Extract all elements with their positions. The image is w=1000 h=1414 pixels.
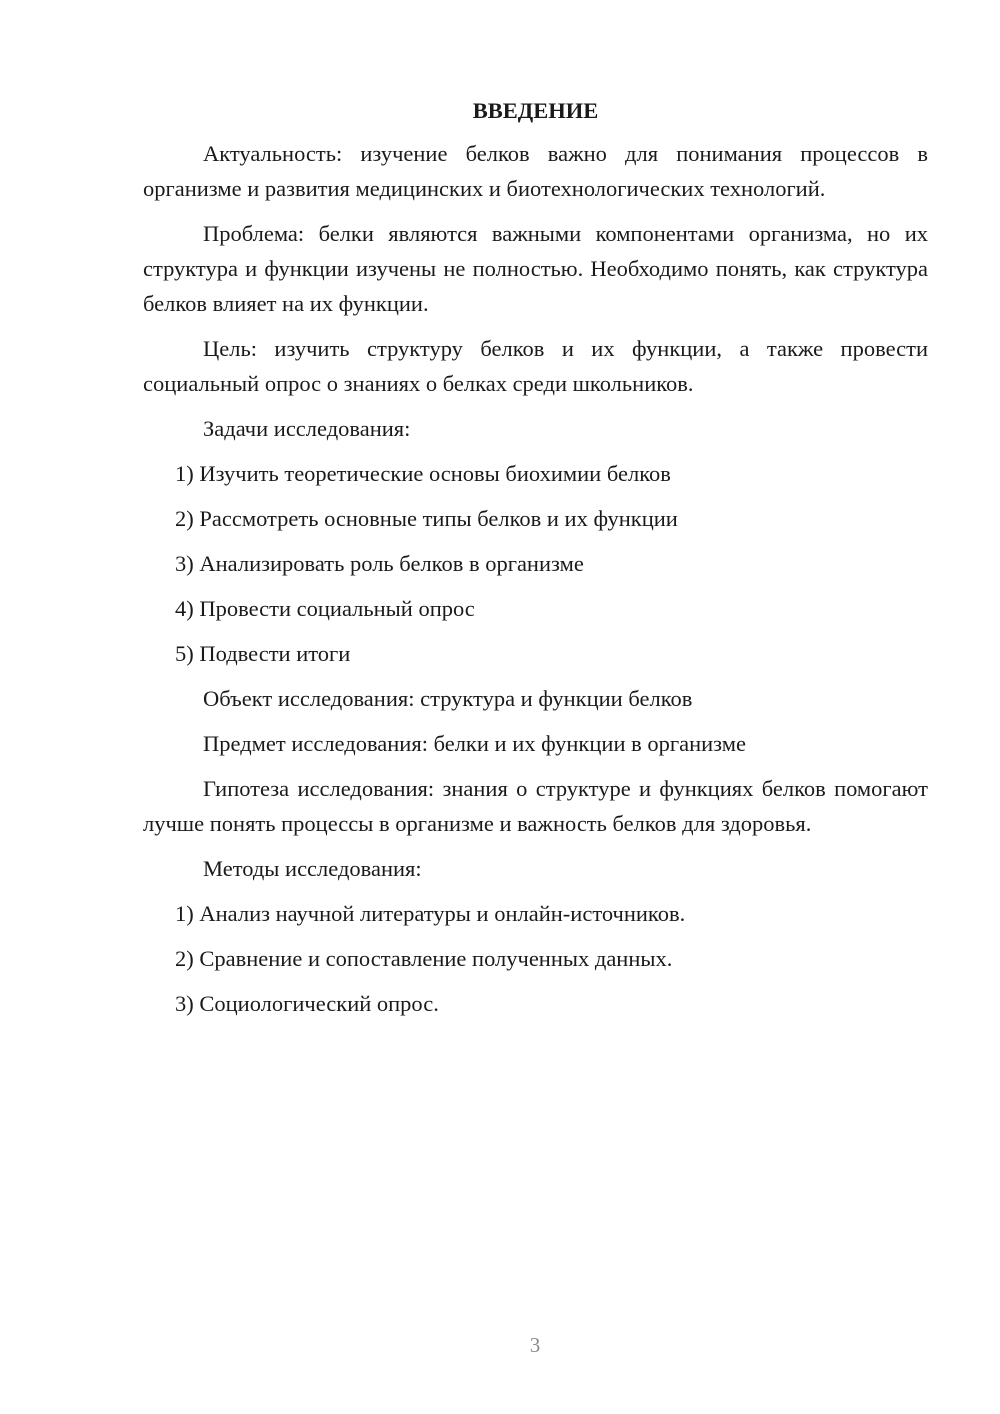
problem-paragraph: Проблема: белки являются важными компонентами организма, но их структура и функции изучены не полностью. Необходимо понять, как структура белков влияет на их функции.	[143, 221, 928, 316]
document-page	[143, 96, 928, 1031]
method-item: 1) Анализ научной литературы и онлайн-источников.	[175, 901, 686, 926]
task-item: 5) Подвести итоги	[175, 641, 351, 666]
goal-paragraph: Цель: изучить структуру белков и их функции, а также провести социальный опрос о знаниях о белках среди школьников.	[143, 336, 928, 396]
task-item: 1) Изучить теоретические основы биохимии белков	[175, 461, 671, 486]
method-item: 3) Социологический опрос.	[175, 991, 439, 1016]
methods-title: Методы исследования:	[203, 856, 422, 881]
subject-paragraph: Предмет исследования: белки и их функции в организме	[203, 731, 746, 756]
tasks-title: Задачи исследования:	[203, 416, 411, 441]
object-paragraph: Объект исследования: структура и функции белков	[203, 686, 693, 711]
task-item: 2) Рассмотреть основные типы белков и их функции	[175, 506, 678, 531]
method-item: 2) Сравнение и сопоставление полученных данных.	[175, 946, 673, 971]
relevance-paragraph: Актуальность: изучение белков важно для понимания процессов в организме и развития медицинских и биотехнологических технологий.	[143, 141, 928, 201]
page-number: 3	[529, 1333, 541, 1357]
task-item: 3) Анализировать роль белков в организме	[175, 551, 584, 576]
hypothesis-paragraph: Гипотеза исследования: знания о структуре и функциях белков помогают лучше понять процессы в организме и важность белков для здоровья.	[143, 776, 928, 836]
page-title: ВВЕДЕНИЕ	[472, 98, 599, 123]
task-item: 4) Провести социальный опрос	[175, 596, 475, 621]
